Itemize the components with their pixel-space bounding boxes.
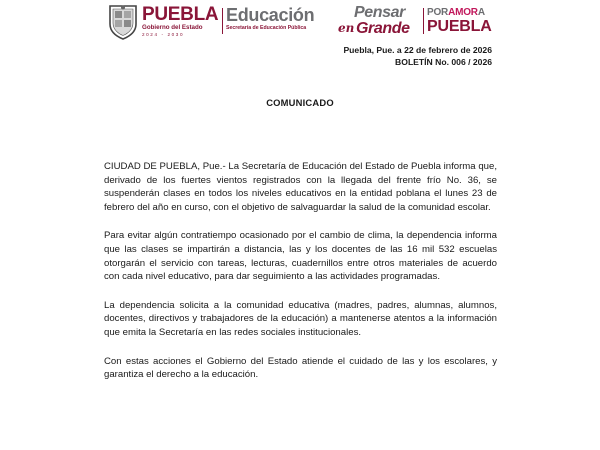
amor-logo-por: POR [427, 7, 449, 18]
paragraph: CIUDAD DE PUEBLA, Pue.- La Secretaría de Educación del Estado de Puebla informa que, derivado de los fuertes vientos registrados con la llegada del frente frío No. 36, se suspenderán clases en todos los niveles educativos en la entidad poblana el lunes 23 de febrero del año en curso, con el objetivo de salvaguardar la salud de la comunidad escolar. [104, 161, 497, 213]
letterhead [0, 0, 600, 44]
amor-logo-amor: AMOR [448, 7, 478, 18]
pensar-logo-en: en [338, 21, 355, 35]
document-body [104, 160, 497, 382]
puebla-logo-word: PUEBLA [142, 4, 219, 25]
amor-logo-top [427, 7, 499, 18]
por-amor-a-puebla-logo [427, 7, 499, 39]
place-date: Puebla, Pue. a 22 de febrero de 2026 [343, 45, 492, 55]
paragraph: Con estas acciones el Gobierno del Estado atiende el cuidado de las y los escolares, y garantiza el derecho a la educación. [104, 355, 497, 381]
logo-divider [222, 8, 223, 34]
amor-logo-puebla: PUEBLA [427, 18, 492, 35]
puebla-government-logo [142, 5, 220, 38]
puebla-logo-subtitle: Gobierno del Estado [142, 24, 203, 31]
pensar-logo-top: Pensar [354, 4, 405, 21]
pensar-logo-grande: Grande [356, 20, 410, 37]
document-title: COMUNICADO [266, 97, 334, 108]
pensar-en-grande-logo [338, 4, 420, 42]
state-seal-icon [106, 4, 140, 40]
logo-divider [423, 8, 424, 34]
education-logo [226, 6, 330, 32]
education-logo-word: Educación [226, 5, 315, 25]
paragraph: La dependencia solicita a la comunidad educativa (madres, padres, alumnas, alumnos, docentes, directivos y trabajadores de la educación) a mantenerse atentos a la información que emita la Secretaría en las redes sociales institucionales. [104, 299, 497, 338]
puebla-logo-years: 2024 - 2030 [142, 32, 185, 37]
dateline [343, 44, 492, 68]
education-logo-subtitle: Secretaría de Educación Pública [226, 25, 307, 31]
bulletin-number: BOLETÍN No. 006 / 2026 [395, 57, 492, 67]
amor-logo-a: A [477, 7, 485, 18]
paragraph: Para evitar algún contratiempo ocasionado por el cambio de clima, la dependencia informa que las clases se impartirán a distancia, las y los docentes de las 16 mil 532 escuelas otorgarán el servicio con tareas, lecturas, cuadernillos entre otros materiales de acuerdo con cada nivel educativo, para dar seguimiento a las actividades programadas. [104, 230, 497, 283]
